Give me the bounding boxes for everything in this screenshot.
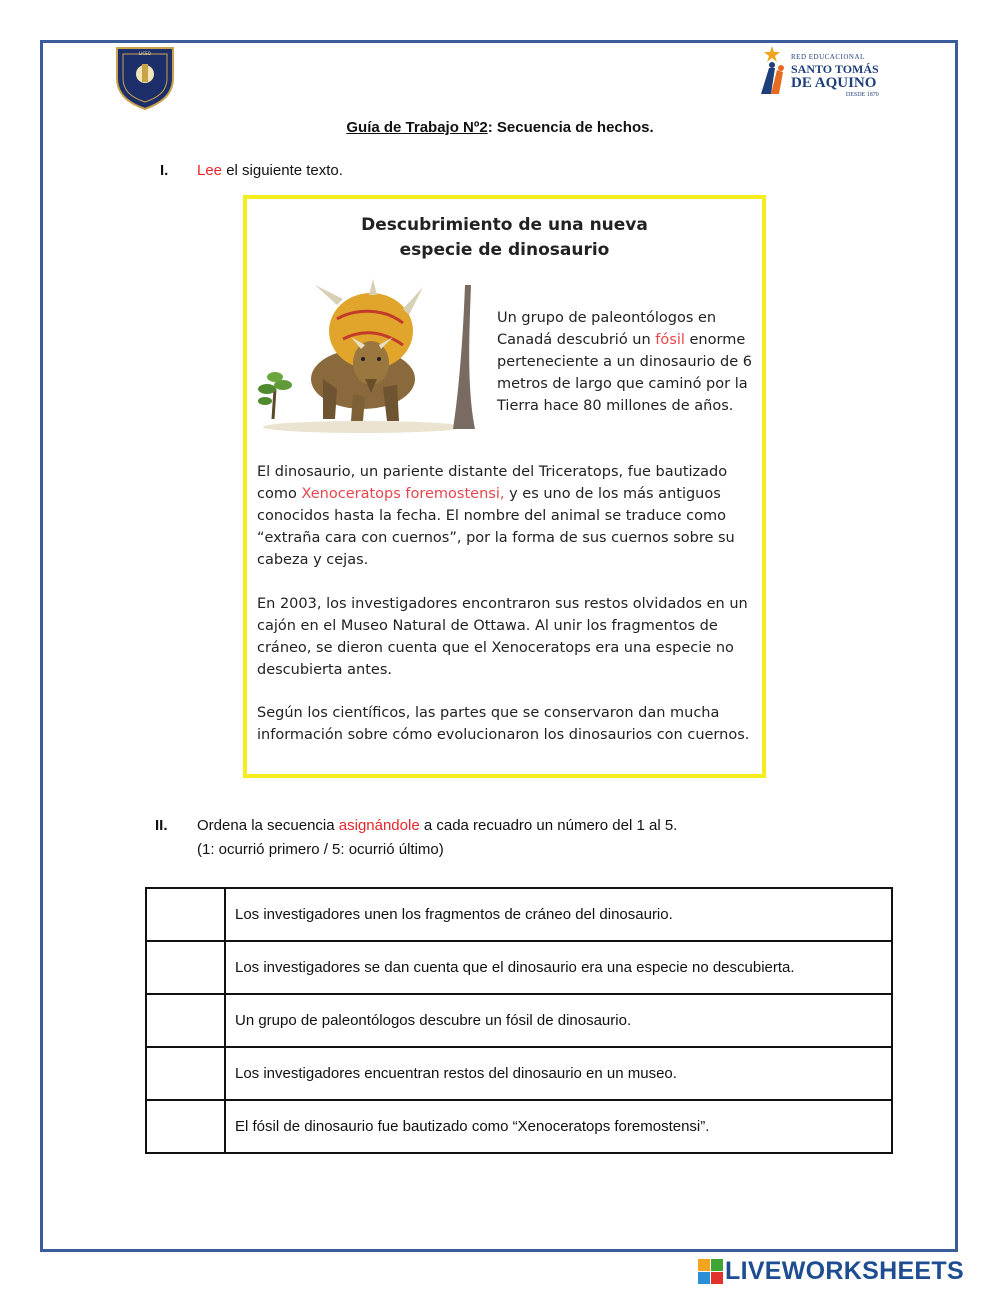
reading-title-line-2: especie de dinosaurio: [399, 240, 610, 260]
p2-part-b: y es uno de los más antiguos conocidos hasta la fecha. El nombre del animal se traduce como “extraña cara con cuernos”, por la forma de sus cuernos sobre su cabeza y cejas.: [257, 486, 735, 568]
p2-highlight: Xenoceratops foremostensi,: [301, 486, 505, 502]
paragraph-1: [497, 307, 765, 417]
svg-text:LICEO: LICEO: [139, 51, 151, 56]
section-1-rest: el siguiente texto.: [222, 162, 343, 179]
section-2-line-2: (1: ocurrió primero / 5: ocurrió último): [197, 841, 444, 858]
sequence-row: [146, 888, 892, 941]
school-crest-logo: [113, 44, 177, 110]
logo-line-2: SANTO TOMÁS: [791, 62, 879, 76]
sequence-row: [146, 1047, 892, 1100]
sequence-answer-box[interactable]: [146, 994, 225, 1047]
section-2-number: II.: [155, 817, 168, 834]
section-2-text-a: Ordena la secuencia: [197, 817, 339, 834]
sequence-statement: Los investigadores se dan cuenta que el dinosaurio era una especie no descubierta.: [225, 941, 892, 994]
sequence-answer-box[interactable]: [146, 1100, 225, 1153]
paragraph-3: En 2003, los investigadores encontraron sus restos olvidados en un cajón en el Museo Natural de Ottawa. Al unir los fragmentos de cráneo, se dieron cuenta que el Xenoceratops era una especie no descubierta antes.: [257, 596, 748, 678]
section-1-highlight: Lee: [197, 162, 223, 179]
sequence-answer-box[interactable]: [146, 1047, 225, 1100]
star-figures-icon: [755, 46, 789, 96]
sequence-statement: El fósil de dinosaurio fue bautizado como “Xenoceratops foremostensi”.: [225, 1100, 892, 1153]
paragraph-2: [257, 461, 762, 571]
p1-highlight: fósil: [655, 332, 685, 348]
sequence-answer-box[interactable]: [146, 888, 225, 941]
section-2-highlight: asignándole: [338, 817, 420, 834]
p1-part-a: Un grupo de paleontólogos en Canadá descubrió un: [497, 310, 717, 348]
sequence-row: [146, 1100, 892, 1153]
liveworksheets-icon: [698, 1259, 722, 1283]
section-2-text-b: a cada recuadro un número del 1 al 5.: [419, 817, 678, 834]
sequence-row: [146, 994, 892, 1047]
sequence-row: [146, 941, 892, 994]
paragraph-4: Según los científicos, las partes que se conservaron dan mucha información sobre cómo evolucionaron los dinosaurios con cuernos.: [257, 705, 750, 743]
dinosaur-illustration: [253, 279, 483, 439]
logo-line-3: DE AQUINO: [791, 75, 877, 91]
plant-icon: [258, 372, 292, 419]
title-underlined: Guía de Trabajo Nº2: [346, 119, 488, 136]
logo-line-1: RED EDUCACIONAL: [791, 53, 865, 61]
sequence-statement: Los investigadores encuentran restos del dinosaurio en un museo.: [225, 1047, 892, 1100]
liveworksheets-brand: [698, 1257, 964, 1285]
p2-part-a: El dinosaurio, un pariente distante del Triceratops, fue bautizado como: [257, 464, 728, 502]
sequence-statement: Los investigadores unen los fragmentos de cráneo del dinosaurio.: [225, 888, 892, 941]
reading-text-box: [243, 195, 766, 778]
logo-line-4: DESDE 1870: [845, 92, 879, 98]
sequence-table: [145, 887, 893, 1154]
worksheet-title: [0, 119, 1000, 136]
school-network-logo: [755, 46, 885, 102]
sequence-statement: Un grupo de paleontólogos descubre un fósil de dinosaurio.: [225, 994, 892, 1047]
p1-part-b: enorme perteneciente a un dinosaurio de 6 metros de largo que caminó por la Tierra hace 80 millones de años.: [497, 332, 752, 414]
liveworksheets-wordmark: LIVEWORKSHEETS: [725, 1256, 964, 1285]
reading-title: [247, 213, 762, 263]
section-1-number: I.: [160, 162, 169, 179]
title-rest: : Secuencia de hechos.: [487, 119, 654, 136]
reading-title-line-1: Descubrimiento de una nueva: [361, 215, 648, 235]
sequence-answer-box[interactable]: [146, 941, 225, 994]
